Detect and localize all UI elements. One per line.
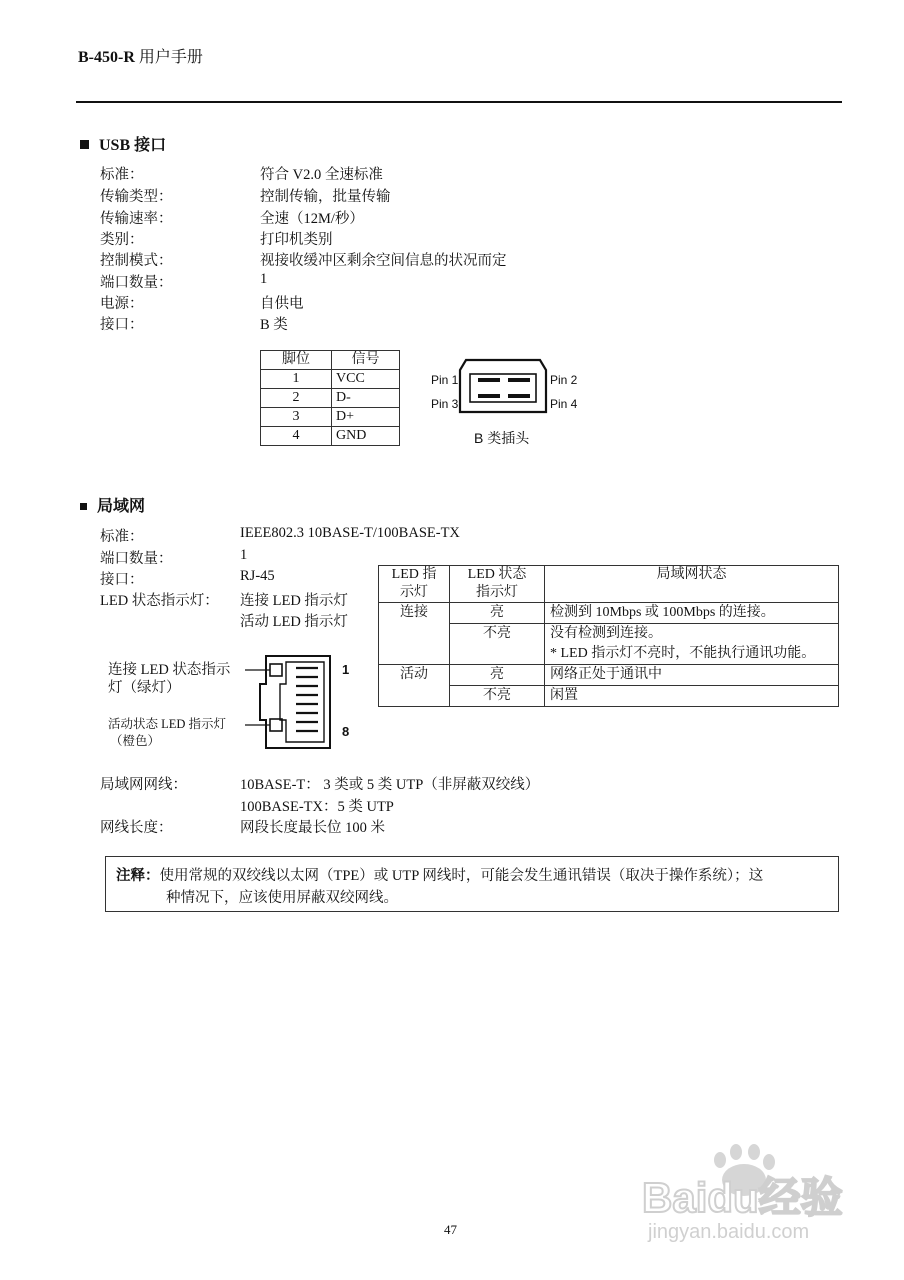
length-value: 网段长度最长位 100 米 [240, 820, 385, 836]
header-model: B-450-R [78, 49, 135, 66]
table-cell: 不亮 [450, 624, 545, 665]
pin4-label: Pin 4 [550, 397, 578, 411]
table-cell: 闲置 [545, 686, 839, 707]
table-header-cell: LED 指 示灯 [379, 566, 450, 603]
table-header-cell: 局域网状态 [545, 566, 839, 603]
table-cell: VCC [332, 370, 400, 389]
usb-b-plug-diagram [428, 350, 588, 430]
length-label: 网线长度： [100, 820, 173, 836]
table-row [379, 603, 839, 624]
table-cell: D+ [332, 408, 400, 427]
table-cell: GND [332, 427, 400, 446]
page-number: 47 [444, 1222, 457, 1237]
table-header-cell: 脚位 [261, 351, 332, 370]
rj45-port-diagram [100, 650, 370, 760]
spec-value: 活动 LED 指示灯 [240, 614, 348, 630]
spec-value: 控制传输，批量传输 [260, 189, 391, 205]
table-cell: 2 [261, 389, 332, 408]
spec-label: 接口： [100, 572, 144, 588]
watermark-url: jingyan.baidu.com [648, 1221, 810, 1243]
spec-label: 类别： [100, 232, 144, 248]
spec-label: 控制模式： [100, 253, 173, 269]
table-header-row [379, 566, 839, 603]
table-header-row [261, 351, 400, 370]
activity-led-label: （橙色） [110, 734, 161, 748]
table-cell: 活动 [379, 665, 450, 707]
spec-label: 端口数量： [100, 551, 173, 567]
table-header-cell: 信号 [332, 351, 400, 370]
pin-contact [508, 378, 530, 382]
table-row [379, 665, 839, 686]
square-bullet-icon [80, 503, 87, 510]
lan-heading [80, 493, 145, 516]
usb-heading [80, 132, 166, 155]
pin2-label: Pin 2 [550, 373, 578, 387]
spec-label: 接口： [100, 317, 144, 333]
watermark-text: Baidu经验 [642, 1174, 843, 1221]
usb-heading-text: USB 接口 [99, 137, 167, 154]
table-cell: 不亮 [450, 686, 545, 707]
pin-8-label: 8 [342, 724, 350, 739]
table-cell: 3 [261, 408, 332, 427]
spec-label: 端口数量： [100, 275, 173, 291]
table-cell: 检测到 10Mbps 或 100Mbps 的连接。 [545, 603, 839, 624]
pin-1-label: 1 [342, 662, 350, 677]
spec-value: 全速（12M/秒） [260, 211, 364, 227]
activity-led-label: 活动状态 LED 指示灯 [108, 717, 227, 731]
cable-value: 10BASE-T： 3 类或 5 类 UTP（非屏蔽双绞线） [240, 777, 540, 793]
spec-value: 1 [260, 271, 268, 287]
pin1-label: Pin 1 [431, 373, 459, 387]
square-bullet-icon [80, 140, 89, 149]
spec-label: 传输速率： [100, 211, 173, 227]
spec-label: LED 状态指示灯： [100, 593, 219, 609]
link-led-square [270, 664, 282, 676]
page-header [78, 44, 203, 67]
spec-label: 标准： [100, 167, 144, 183]
spec-label: 标准： [100, 529, 144, 545]
lan-heading-text: 局域网 [97, 498, 146, 515]
spec-value: IEEE802.3 10BASE-T/100BASE-TX [240, 525, 460, 541]
note-text [116, 864, 763, 885]
table-header-cell: LED 状态 指示灯 [450, 566, 545, 603]
plug-caption: B 类插头 [474, 430, 530, 446]
table-cell: D- [332, 389, 400, 408]
spec-value: 视接收缓冲区剩余空间信息的状况而定 [260, 253, 507, 269]
note-line2: 种情况下，应该使用屏蔽双绞网线。 [166, 890, 398, 906]
link-led-label: 灯（绿灯） [108, 680, 181, 696]
table-cell: 连接 [379, 603, 450, 665]
spec-label: 传输类型： [100, 189, 173, 205]
table-row [261, 408, 400, 427]
header-rule [76, 101, 842, 103]
spec-value: 1 [240, 547, 248, 563]
link-led-label: 连接 LED 状态指示 [108, 662, 231, 678]
spec-value: 打印机类别 [260, 232, 333, 248]
spec-value: 自供电 [260, 296, 304, 312]
note-prefix: 注释： [116, 868, 160, 884]
table-cell: 亮 [450, 603, 545, 624]
table-cell: 4 [261, 427, 332, 446]
table-cell: 没有检测到连接。 [545, 624, 839, 645]
table-row [261, 389, 400, 408]
spec-value: 符合 V2.0 全速标准 [260, 167, 383, 183]
pin-contact [478, 394, 500, 398]
spec-label: 电源： [100, 296, 144, 312]
spec-value: 连接 LED 指示灯 [240, 593, 348, 609]
led-status-table [378, 565, 839, 707]
spec-value: RJ-45 [240, 568, 275, 584]
note-line1: 使用常规的双绞线以太网（TPE）或 UTP 网线时，可能会发生通讯错误（取决于操作系统）；这 [159, 868, 764, 884]
table-row [261, 370, 400, 389]
table-cell: * LED 指示灯不亮时，不能执行通讯功能。 [545, 644, 839, 665]
header-title: 用户手册 [138, 49, 203, 66]
usb-pin-table [260, 350, 400, 446]
cable-label: 局域网网线： [100, 777, 187, 793]
pin-contact [508, 394, 530, 398]
pin3-label: Pin 3 [431, 397, 459, 411]
activity-led-square [270, 719, 282, 731]
plug-outline [460, 360, 546, 412]
table-cell: 亮 [450, 665, 545, 686]
spec-value: B 类 [260, 317, 288, 333]
table-row [261, 427, 400, 446]
table-cell: 网络正处于通讯中 [545, 665, 839, 686]
table-cell: 1 [261, 370, 332, 389]
cable-value: 100BASE-TX：5 类 UTP [240, 799, 394, 815]
baidu-watermark [642, 1138, 872, 1248]
pin-contact [478, 378, 500, 382]
